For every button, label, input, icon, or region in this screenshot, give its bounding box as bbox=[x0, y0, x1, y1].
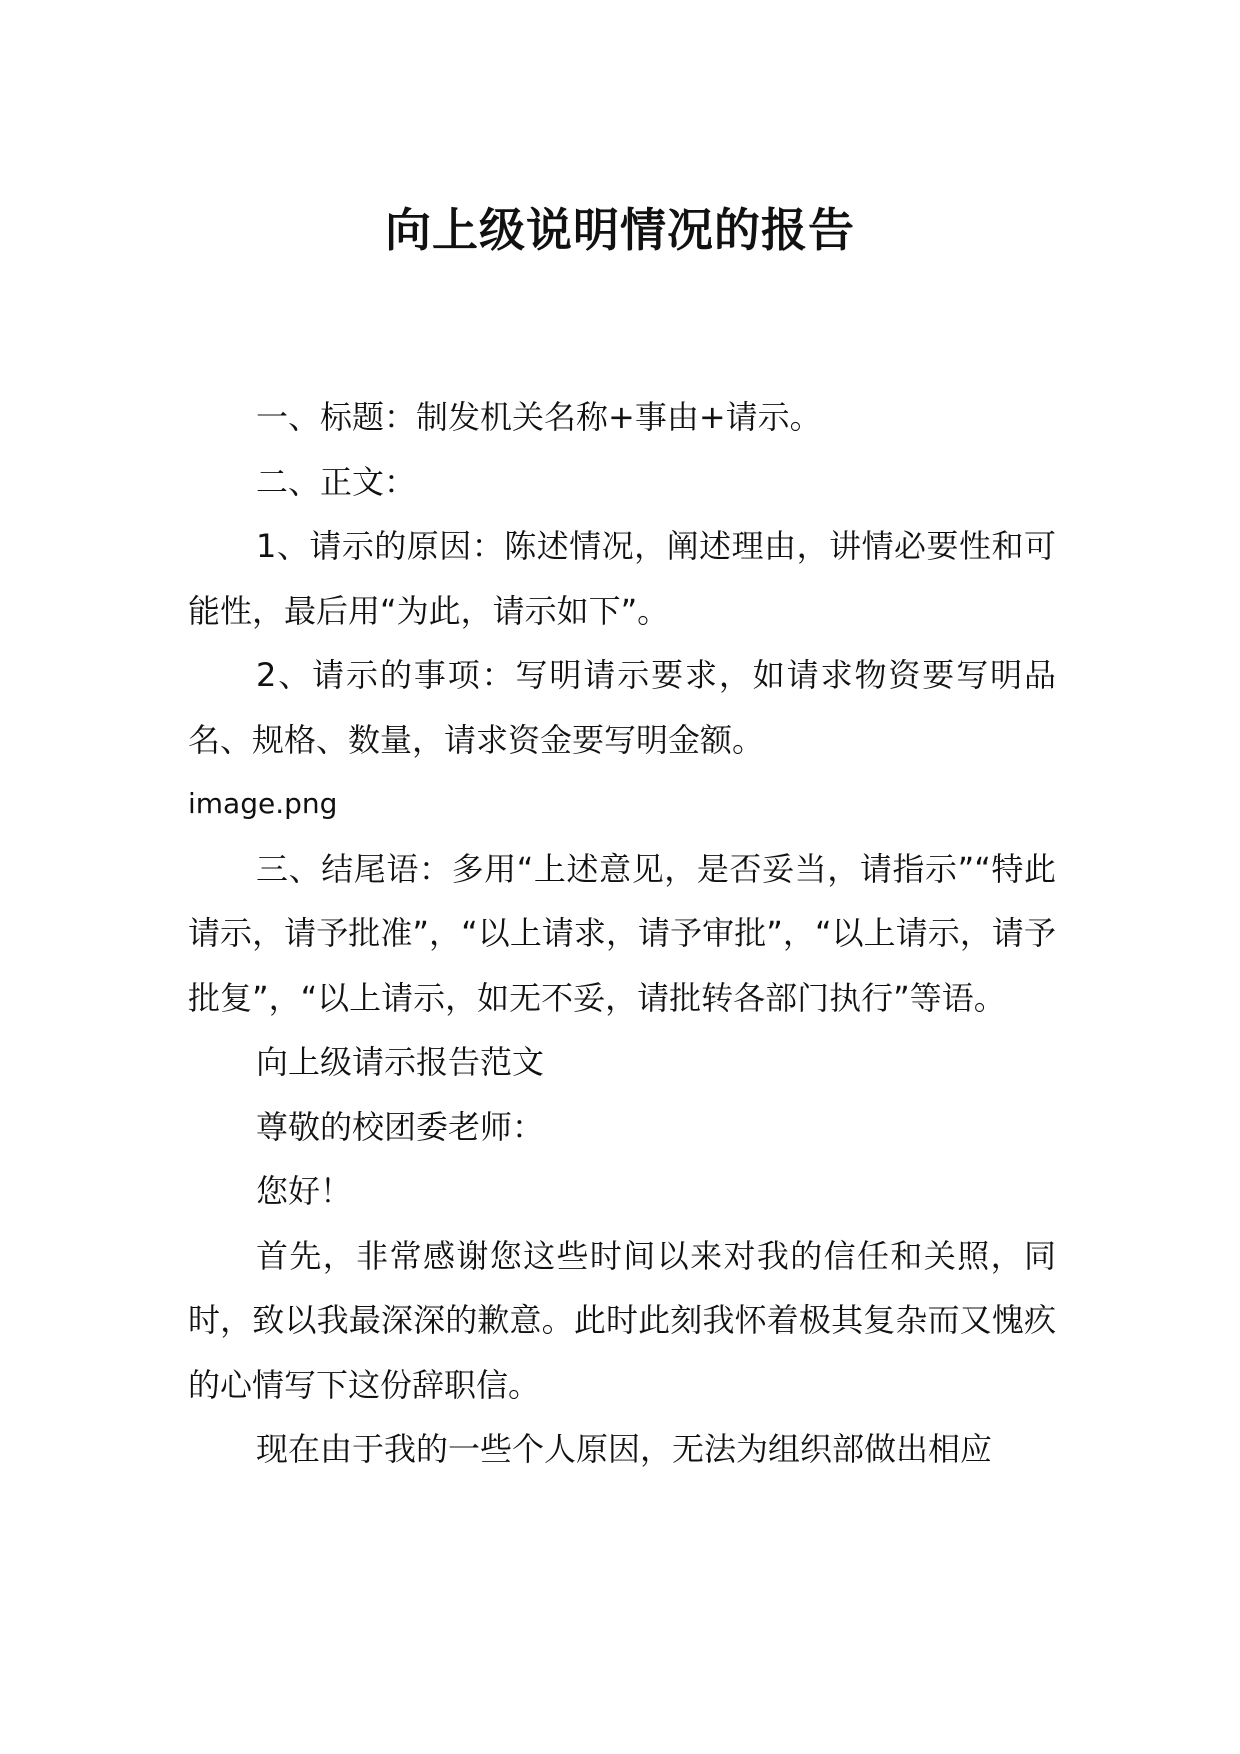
image-placeholder-text: image.png bbox=[188, 787, 338, 820]
document-title: 向上级说明情况的报告 bbox=[385, 203, 855, 257]
paragraph-thanks: 首先，非常感谢您这些时间以来对我的信任和关照，同时，致以我最深深的歉意。此时此刻我怀着极其复杂而又愧疚的心情写下这份辞职信。 bbox=[188, 1236, 1056, 1404]
paragraph-reason: 1、请示的原因：陈述情况，阐述理由，讲情必要性和可能性，最后用“为此，请示如下”。 bbox=[188, 527, 1056, 630]
sample-heading: 向上级请示报告范文 bbox=[256, 1043, 545, 1081]
paragraph-title-rule: 一、标题：制发机关名称+事由+请示。 bbox=[256, 398, 822, 436]
paragraph-body-heading: 二、正文： bbox=[256, 462, 417, 501]
salutation: 尊敬的校团委老师： bbox=[256, 1107, 545, 1146]
document-body bbox=[188, 385, 1056, 1482]
paragraph-closing-phrases: 三、结尾语：多用“上述意见，是否妥当，请指示”“特此请示，请予批准”，“以上请求，请予审批”，“以上请示，请予批复”，“以上请示，如无不妥，请批转各部门执行”等语。 bbox=[188, 849, 1056, 1017]
greeting: 您好！ bbox=[256, 1172, 353, 1210]
paragraph-matters: 2、请示的事项：写明请示要求，如请求物资要写明品名、规格、数量，请求资金要写明金额。 bbox=[188, 656, 1056, 759]
paragraph-reason-personal: 现在由于我的一些个人原因，无法为组织部做出相应 bbox=[256, 1430, 993, 1468]
